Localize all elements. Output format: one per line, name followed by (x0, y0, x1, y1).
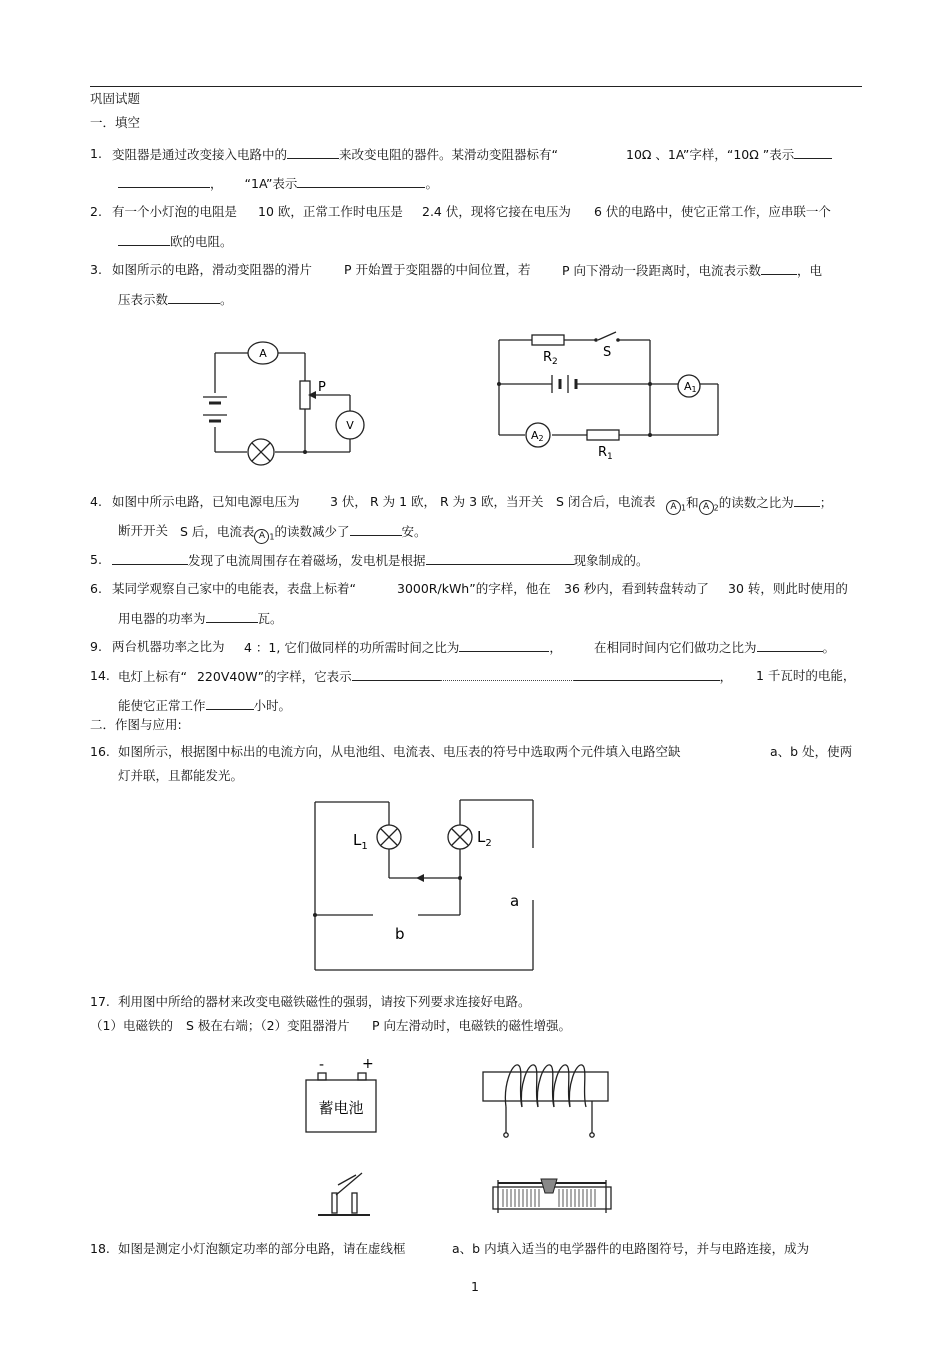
ammeter-a1-label: A1 (684, 380, 697, 394)
text-part: 36 秒内，看到转盘转动了 (564, 581, 709, 596)
text-part: “1A”表示 (244, 176, 298, 191)
question-text (118, 697, 291, 714)
rheostat-circuit-diagram (195, 335, 370, 465)
text-part: ，电 (797, 263, 823, 278)
ammeter-label: A (259, 347, 267, 360)
text-part: a、b 处，使两 (770, 744, 853, 759)
text-part: 220V40W”的字样，它表示 (196, 669, 352, 684)
resistor-r2-label: $R_2$ (543, 350, 558, 367)
text-part: 小时。 (253, 698, 292, 713)
battery-label: 蓄电池 (318, 1099, 364, 1117)
text-part: 安。 (401, 524, 427, 539)
section-drawing: 二．作图与应用: (90, 717, 182, 732)
text-part: 和 (686, 495, 699, 510)
question-number: 4. (90, 494, 102, 509)
text-part: 。 (425, 176, 438, 191)
question-text (118, 668, 732, 685)
text-part: 利用图中所给的器材来改变电磁铁磁性的强弱，请按下列要求连接好电路。 (118, 994, 531, 1009)
answer-blank[interactable] (168, 291, 220, 304)
parallel-circuit-diagram (490, 325, 725, 465)
question-number: 3. (90, 262, 102, 277)
question-text (244, 639, 562, 656)
text-part: 现象制成的。 (573, 553, 649, 568)
text-part: 能使它正常工作 (118, 698, 206, 713)
text-part: 。 (822, 640, 836, 655)
text-part: 的读数减少了 (274, 524, 350, 539)
text-part: S 闭合后，电流表 (556, 494, 656, 509)
text-part: 如图所示，根据图中标出的电流方向，从电池组、电流表、电压表的符号中选取两个元件填入电路空缺 (118, 744, 681, 759)
text-part: 4 ：1, 它们做同样的功所需时间之比为 (244, 640, 460, 655)
gap-a-label: a (510, 892, 520, 910)
question-text (118, 291, 233, 308)
current-arrow-icon (416, 874, 424, 882)
text-part: P 开始置于变阻器的中间位置，若 (344, 262, 531, 277)
text-part: P 向左滑动时，电磁铁的磁性增强。 (372, 1018, 572, 1033)
answer-blank-dotted[interactable] (440, 668, 574, 681)
text-part: 30 转，则此时使用的 (728, 581, 848, 596)
two-lamp-circuit-diagram (305, 790, 550, 975)
answer-blank[interactable] (118, 175, 210, 188)
text-part: 6 伏的电路中，使它正常工作，应串联一个 (594, 204, 831, 219)
slider-arrow-icon (308, 391, 316, 399)
question-text (118, 610, 283, 627)
question-text (562, 262, 822, 279)
lamp-l2-label: $L_2$ (477, 828, 492, 849)
text-part: 瓦。 (257, 611, 283, 626)
answer-blank[interactable] (118, 233, 170, 246)
text-part: 某同学观察自己家中的电能表，表盘上标着“ (112, 581, 356, 596)
question-text (112, 552, 649, 569)
text-part: 3 伏， (330, 494, 367, 509)
question-text (118, 233, 233, 250)
answer-blank[interactable] (426, 552, 574, 565)
question-number: 18. (90, 1241, 110, 1256)
text-part: 。 (220, 292, 233, 307)
question-number: 9. (90, 639, 102, 654)
answer-blank[interactable] (459, 639, 549, 652)
text-part: 10 欧，正常工作时电压是 (258, 204, 403, 219)
answer-blank[interactable] (206, 610, 258, 623)
answer-blank[interactable] (794, 146, 832, 159)
answer-blank[interactable] (206, 697, 254, 710)
lamp-l1-label: $L_1$ (353, 831, 368, 852)
answer-blank[interactable] (794, 494, 820, 507)
text-part: 的读数之比为 (718, 495, 794, 510)
battery-plus-terminal: + (362, 1056, 374, 1072)
text-part: 来改变电阻的器件。某滑动变阻器标有“ (339, 147, 558, 162)
text-part: ， (549, 640, 562, 655)
text-part: 如图所示的电路，滑动变阻器的滑片 (112, 262, 313, 277)
doc-title: 巩固试题 (90, 91, 141, 106)
ammeter-a2-symbol: A (699, 500, 714, 515)
question-number: 2. (90, 204, 102, 219)
text-part: 欧的电阻。 (170, 234, 233, 249)
text-part: 如图是测定小灯泡额定功率的部分电路，请在虚线框 (118, 1241, 406, 1256)
text-part: ， (719, 669, 733, 684)
question-text (626, 146, 832, 163)
text-part: 发现了电流周围存在着磁场，发电机是根据 (188, 553, 426, 568)
text-part: 电灯上标有“ (118, 669, 187, 684)
answer-blank[interactable] (352, 668, 440, 681)
text-part: S 后，电流表 (180, 524, 255, 539)
text-part: 如图中所示电路，已知电源电压为 (112, 494, 300, 509)
answer-blank[interactable] (761, 262, 797, 275)
answer-blank[interactable] (757, 639, 823, 652)
battery-minus-terminal: - (319, 1057, 325, 1073)
answer-blank[interactable] (297, 175, 425, 188)
text-part: 10Ω 、1A”字样，“10Ω ”表示 (626, 147, 795, 162)
slider-label: P (318, 380, 326, 395)
question-text (594, 639, 835, 656)
text-part: ， (210, 176, 223, 191)
text-part: R 为 1 欧， (370, 494, 437, 509)
page-number: 1 (471, 1279, 479, 1294)
text-part: 2.4 伏，现将它接在电压为 (422, 204, 571, 219)
question-text: A $_1$和 A $_2$的读数之比为 ； (666, 494, 832, 517)
ammeter-a2-label: A2 (531, 429, 544, 443)
text-part: 变阻器是通过改变接入电路中的 (112, 147, 288, 162)
question-number: 16. (90, 744, 110, 759)
ammeter-a1-symbol: A (254, 529, 269, 544)
text-part: （1）电磁铁的 (90, 1018, 173, 1033)
question-number: 6. (90, 581, 102, 596)
answer-blank[interactable] (112, 552, 188, 565)
text-part: P 向下滑动一段距离时，电流表示数 (562, 263, 762, 278)
question-number: 17. (90, 994, 110, 1009)
text-part: 断开开关 (118, 523, 169, 538)
electromagnet-apparatus-diagram (298, 1055, 628, 1225)
question-number: 5. (90, 552, 102, 567)
rheostat-slider-icon (541, 1179, 557, 1193)
text-part: 压表示数 (118, 292, 169, 307)
switch-label: S (603, 345, 612, 360)
question-text: S 后，电流表 A $_1$的读数减少了 安。 (180, 523, 427, 546)
voltmeter-label: V (346, 419, 354, 432)
text-part: a、b 内填入适当的电学器件的电路图符号，并与电路连接，成为 (452, 1241, 810, 1256)
text-part: 两台机器功率之比为 (112, 639, 225, 654)
text-part: 有一个小灯泡的电阻是 (112, 204, 238, 219)
text-part: 灯并联，且都能发光。 (118, 768, 244, 783)
text-part: 1 千瓦时的电能， (756, 668, 856, 683)
answer-blank[interactable] (350, 523, 402, 536)
text-part: 在相同时间内它们做功之比为 (594, 640, 757, 655)
section-fill-in: 一．填空 (90, 115, 141, 130)
gap-b-label: b (395, 925, 405, 943)
question-number: 1. (90, 146, 102, 161)
text-part: ； (819, 495, 833, 510)
resistor-r1-label: $R_1$ (598, 445, 613, 462)
ammeter-a1-symbol: A (666, 500, 681, 515)
question-number: 14. (90, 668, 110, 683)
header-rule (90, 86, 862, 87)
text-part: 3000R/kWh”的字样，他在 (397, 581, 551, 596)
question-text (112, 146, 558, 163)
question-text (118, 175, 438, 192)
answer-blank[interactable] (574, 668, 720, 681)
text-part: R 为 3 欧，当开关 (440, 494, 544, 509)
answer-blank[interactable] (287, 146, 339, 159)
text-part: S 极在右端；（2）变阻器滑片 (186, 1018, 350, 1033)
text-part: 用电器的功率为 (118, 611, 206, 626)
